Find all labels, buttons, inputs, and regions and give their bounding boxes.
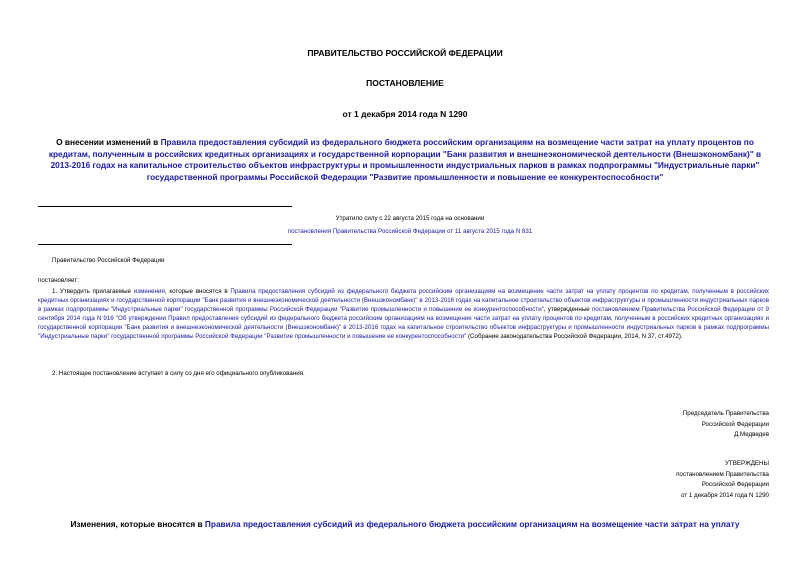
divider-bottom [38,244,292,245]
decree-916-link[interactable]: постановлением Правительства Российской Федерации от 9 сентября 2014 года N 916 "Об утверждении Правил предоставления субсидий из федерального бюджета российским организациям на возмещение части затрат на уплату процентов по кредитам, полученным в российских кредитных организациях и государственной корпорации "Банк развития и внешнеэкономической деятельности (Внешэкономбанк)" в 2013-2016 годах на капитальное строительство объектов инфраструктуры и промышленности индустриальных парков в рамках подпрограммы "Индустриальные парки" государственной программы Российской Федерации "Развитие промышленности и повышение ее конкурентоспособности" [38,306,769,341]
rules-link[interactable]: Правила предоставления субсидий из федерального бюджета российским организациям на возмещение части затрат на уплату процентов по кредитам, полученным в российских кредитных организациях и государственной корпорации "Банк развития и внешнеэкономической деятельности (Внешэкономбанк)" в 2013-2016 годах на капитальное строительство объектов инфраструктуры и промышленности индустриальных парков в рамках подпрограммы "Индустриальные парки" государственной программы Российской Федерации "Развитие промышленности и повышение ее конкурентоспособности" [38,288,770,314]
changes-title-prefix: Изменения, которые вносятся в [70,519,205,529]
approved-label: УТВЕРЖДЕНЫ [725,460,769,467]
approved-date: от 1 декабря 2014 года N 1290 [681,491,769,499]
lost-force-decree-link[interactable]: постановления Правительства Российской Федерации от 11 августа 2015 года N 831 [287,228,533,235]
approval-block [676,459,769,501]
decrees-text: постановляет: [38,277,79,284]
government-heading: ПРАВИТЕЛЬСТВО РОССИЙСКОЙ ФЕДЕРАЦИИ [307,48,503,58]
p1-end: (Собрание законодательства Российской Федерации, 2014, N 37, ст.4972). [466,333,683,341]
p1-mid: , которые вносятся в [164,288,231,295]
document-type-heading: ПОСТАНОВЛЕНИЕ [366,78,444,88]
signature-name: Д.Медведев [734,431,769,438]
document-date-number: от 1 декабря 2014 года N 1290 [342,109,468,119]
signature-position: Председатель Правительства [682,410,769,417]
lost-force-note: Утратило силу с 22 августа 2015 года на основании [335,215,485,222]
p1-start: 1. Утвердить прилагаемые [52,288,134,295]
changes-title [40,519,770,531]
title-rules-link[interactable]: Правила предоставления субсидий из федерального бюджета российским организациям на возмещение части затрат на уплату процентов по кредитам, полученным в российских кредитных организациях и государственной корпорации "Банк развития и внешнеэкономической деятельности (Внешэкономбанк)" в 2013-2016 годах на капитальное строительство объектов инфраструктуры и промышленности индустриальных парков в рамках подпрограммы "Индустриальные парки" государственной программы Российской Федерации "Развитие промышленности и повышение ее конкурентоспособности" [48,137,762,182]
approved-country: Российской Федерации [701,481,769,488]
signature-country: Российской Федерации [701,420,769,428]
divider-top [38,206,292,207]
paragraph-1 [38,287,769,342]
changes-title-rules-link[interactable]: Правила предоставления субсидий из федерального бюджета российским организациям на возмещение части затрат на уплату [204,519,740,529]
paragraph-2: 2. Настоящее постановление вступает в силу со дня его официального опубликования. [52,370,305,377]
title-prefix: О внесении изменений в [56,137,161,147]
changes-link[interactable]: изменения [133,288,165,295]
p1-mid2: , утвержденные [543,306,592,314]
document-title [40,137,770,183]
approved-by: постановлением Правительства [676,470,769,478]
government-rf-text: Правительство Российской Федерации [52,257,165,264]
signature-block [683,409,769,441]
